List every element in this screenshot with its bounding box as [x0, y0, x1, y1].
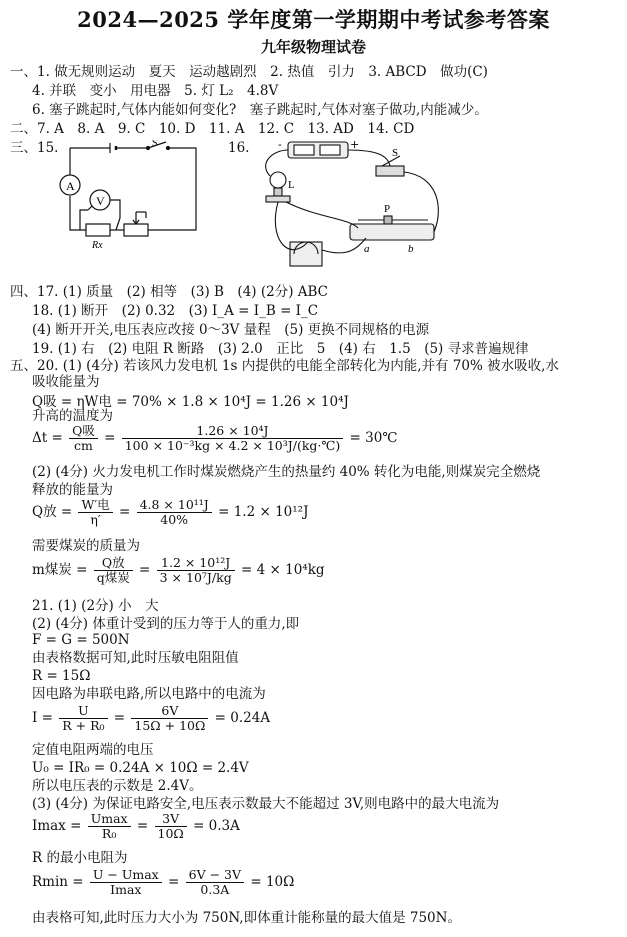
eq2-result: = 30℃ — [349, 430, 398, 446]
voltmeter-label: V — [96, 194, 105, 208]
s1-line1: 一、1. 做无规则运动 夏天 运动越剧烈 2. 热值 引力 3. ABCD 做功(C) — [10, 64, 488, 80]
q21-2-line-e: 因电路为串联电路,所以电路中的电流为 — [32, 686, 266, 702]
eq-rmin: Rmin = $\frac{U - Umax}{Imax}$ = $\frac{6V - 3V}{0.3A}$ = 10Ω — [32, 867, 295, 897]
q20-1-line-c: 升高的温度为 — [32, 408, 113, 424]
eq3-result: = 1.2 × 10¹²J — [218, 504, 309, 520]
eq3-num: W′电 — [78, 498, 112, 513]
eq5-num2: 6V — [131, 704, 208, 719]
q18-line-b: (4) 断开开关,电压表应改接 0～3V 量程 (5) 更换不同规格的电源 — [32, 322, 430, 338]
page-subtitle: 九年级物理试卷 — [260, 38, 366, 56]
q21-2-line-c: 由表格数据可知,此时压敏电阻阻值 — [32, 650, 239, 666]
battery-plus: + — [350, 138, 360, 151]
eq-coal-mass: m煤炭 = $\frac{\text{Q放}}{\text{q煤炭}}$ = $\frac{\text{1.2 × 10¹²J}}{\text{3 × 10⁷J/kg}}$ = 4 × 10⁴kg — [32, 555, 325, 585]
eq-q-released: Q放 = $\frac{\text{W′电}}{\eta'}$ = $\frac{\text{4.8 × 10¹¹J}}{40\%}$ = 1.2 × 10¹²J — [32, 497, 309, 527]
q19-line: 19. (1) 右 (2) 电阻 R 断路 (3) 2.0 正比 5 (4) 右 1.5 (5) 寻求普遍规律 — [32, 341, 529, 357]
eq7-num: U − Umax — [90, 868, 162, 883]
q21-3-line-b: R 的最小电阻为 — [32, 850, 128, 866]
eq4-num: Q放 — [94, 556, 133, 571]
eq6-lhs: Imax = — [32, 818, 82, 834]
eq2-num: Q吸 — [69, 424, 98, 439]
eq2-mid: = — [104, 430, 116, 446]
q21-2-line-h: 所以电压表的示数是 2.4V。 — [32, 778, 203, 794]
resistor-label: Rx — [92, 240, 103, 250]
eq4-den2: 3 × 10⁷J/kg — [159, 570, 232, 585]
lamp-label: L — [288, 179, 295, 191]
q21-1-line: 21. (1) (2分) 小 大 — [32, 598, 159, 614]
q17-line: 四、17. (1) 质量 (2) 相等 (3) B (4) (2分) ABC — [10, 284, 329, 300]
eq5-result: = 0.24A — [214, 710, 271, 726]
eq5-lhs: I = — [32, 710, 53, 726]
q21-3-line-a: (3) (4分) 为保证电路安全,电压表示数最大不能超过 3V,则电路中的最大电流为 — [32, 796, 500, 812]
s2-line: 二、7. A 8. A 9. C 10. D 11. A 12. C 13. AD 14. CD — [10, 121, 415, 137]
eq6-result: = 0.3A — [193, 818, 240, 834]
s1-line3: 6. 塞子跳起时,气体内能如何变化? 塞子跳起时,气体对塞子做功,内能减少。 — [32, 102, 488, 118]
q21-2-line-b: F = G = 500N — [32, 632, 130, 648]
eq5-den: R + R₀ — [62, 718, 105, 733]
rheostat-b-label: b — [408, 243, 414, 255]
s3-label-15: 三、15. — [10, 140, 59, 156]
s3-label-16: 16. — [228, 140, 250, 156]
eq-q-absorbed: Q吸 = ηW电 = 70% × 1.8 × 10⁴J = 1.26 × 10⁴J — [32, 394, 349, 410]
eq7-den2: 0.3A — [200, 882, 230, 897]
eq7-result: = 10Ω — [250, 874, 295, 890]
eq4-den: q煤炭 — [96, 570, 130, 585]
eq4-num2: 1.2 × 10¹²J — [157, 556, 235, 571]
eq2-den2: 100 × 10⁻³kg × 4.2 × 10³J/(kg·℃) — [124, 438, 341, 453]
page-title: 2024—2025 学年度第一学期期中考试参考答案 — [77, 7, 550, 32]
s1-line2: 4. 并联 变小 用电器 5. 灯 L₂ 4.8V — [32, 83, 279, 99]
eq-current: I = $\frac{U}{\text{R + R₀}}$ = $\frac{6V}{15\Omega + 10\Omega}$ = 0.24A — [32, 703, 271, 733]
eq2-den: cm — [74, 438, 93, 453]
q21-2-line-a: (2) (4分) 体重计受到的压力等于人的重力,即 — [32, 616, 300, 632]
eq7-lhs: Rmin = — [32, 874, 84, 890]
eq7-num2: 6V − 3V — [186, 868, 244, 883]
q21-3-line-c: 由表格可知,此时压力大小为 750N,即体重计能称量的最大值是 750N。 — [32, 910, 461, 926]
eq7-den: Imax — [110, 882, 142, 897]
eq2-lhs: Δt = — [32, 430, 63, 446]
q21-2-line-f: 定值电阻两端的电压 — [32, 742, 154, 758]
eq6-den2: 10Ω — [157, 826, 184, 841]
eq6-den: R₀ — [101, 826, 117, 841]
eq3-den2: 40% — [160, 512, 189, 527]
switch-label: S — [152, 140, 158, 149]
eq-delta-t — [32, 424, 397, 453]
eq5-num: U — [59, 704, 107, 719]
eq2-num2: 1.26 × 10⁴J — [122, 424, 344, 439]
q20-1-line-b: 吸收能量为 — [32, 374, 100, 390]
q21-2-line-g: U₀ = IR₀ = 0.24A × 10Ω = 2.4V — [32, 760, 249, 776]
eq4-lhs: m煤炭 = — [32, 562, 88, 578]
eq3-lhs: Q放 = — [32, 504, 73, 520]
eq6-num: Umax — [88, 812, 131, 827]
q20-2-line-c: 需要煤炭的质量为 — [32, 538, 140, 554]
q20-2-line-a: (2) (4分) 火力发电机工作时煤炭燃烧产生的热量约 40% 转化为电能,则煤炭完全燃烧 — [32, 464, 541, 480]
eq-imax: Imax = $\frac{Umax}{\text{R₀}}$ = $\frac{3V}{10\Omega}$ = 0.3A — [32, 811, 240, 841]
rheostat-a-label: a — [364, 243, 370, 255]
physical-circuit-16 — [248, 138, 448, 278]
eq5-den2: 15Ω + 10Ω — [134, 718, 206, 733]
circuit-diagram-15 — [52, 140, 202, 250]
eq4-result: = 4 × 10⁴kg — [241, 562, 325, 578]
switch-s-label: S — [392, 147, 399, 159]
q18-line-a: 18. (1) 断开 (2) 0.32 (3) I_A = I_B = I_C — [32, 303, 319, 319]
q20-2-line-b: 释放的能量为 — [32, 482, 113, 498]
eq3-den: η′ — [90, 512, 101, 527]
ammeter-label: A — [66, 179, 75, 193]
q20-1-line-a: 五、20. (1) (4分) 若该风力发电机 1s 内提供的电能全部转化为内能,并有 70% 被水吸收,水 — [10, 358, 559, 374]
eq6-num2: 3V — [155, 812, 187, 827]
q21-2-line-d: R = 15Ω — [32, 668, 91, 684]
battery-minus: - — [278, 138, 282, 151]
eq3-num2: 4.8 × 10¹¹J — [137, 498, 212, 513]
rheostat-p-label: P — [384, 203, 391, 215]
